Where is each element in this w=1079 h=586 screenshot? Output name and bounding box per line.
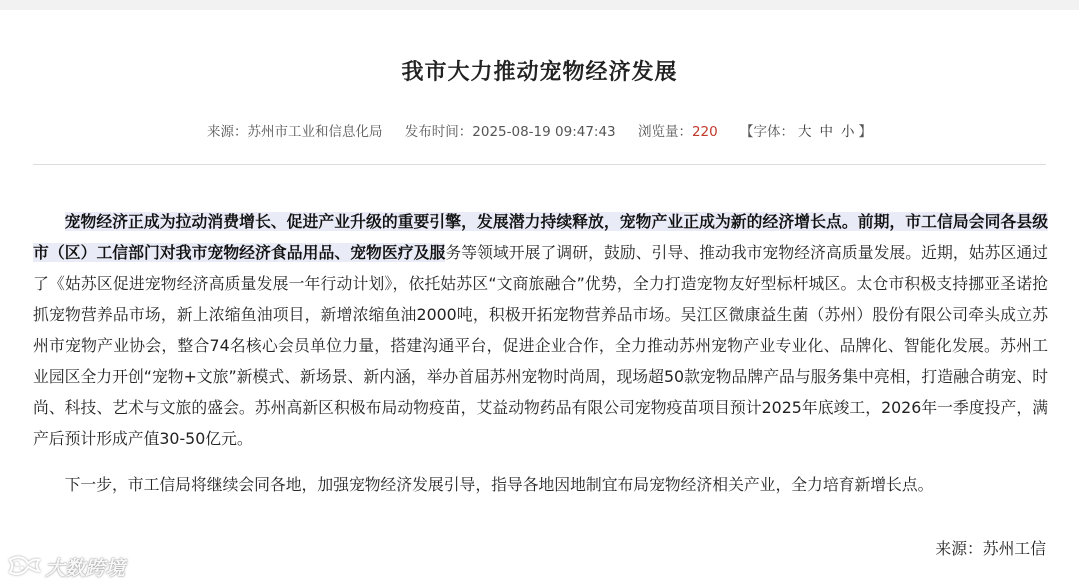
publish-time-value: 2025-08-19 09:47:43 [472, 124, 616, 140]
font-size-prefix: 【字体： [740, 124, 795, 140]
views-count: 220 [691, 124, 718, 140]
watermark-text: 大数跨境 [45, 556, 125, 580]
watermark [6, 552, 125, 581]
paragraph-2: 下一步，市工信局将继续会同各地，加强宠物经济发展引导，指导各地因地制宜布局宠物经济相关产业，全力培育新增长点。 [64, 475, 934, 494]
paragraph-1-text: 务等领域开展了调研，鼓励、引导、推动我市宠物经济高质量发展。近期，姑苏区通过了《姑苏区促进宠物经济高质量发展一年行动计划》，依托姑苏区“文商旅融合”优势，全力打造宠物友好型标杆城区。太仓市积极支持挪亚圣诺抢抓宠物营养品市场，新上浓缩鱼油项目，新增浓缩鱼油2000吨，积极开拓宠物营养品市场。吴江区微康益生菌（苏州）股份有限公司牵头成立苏州市宠物产业协会，整合74名核心会员单位力量，搭建沟通平台，促进企业合作，全力推动苏州宠物产业专业化、品牌化、智能化发展。苏州工业园区全力开创“宠物+文旅”新模式、新场景、新内涵，举办首届苏州宠物时尚周，现场超50款宠物品牌产品与服务集中亮相，打造融合萌宠、时尚、科技、艺术与文旅的盛会。苏州高新区积极布局动物疫苗，艾益动物药品有限公司宠物疫苗项目预计2025年底竣工，2026年一季度投产，满产后预计形成产值30-50亿元。 [33, 243, 1048, 448]
footer-source: 来源：苏州工信 [935, 539, 1046, 558]
views-label: 浏览量： [637, 124, 692, 140]
divider [33, 164, 1046, 165]
article-meta [0, 120, 1079, 140]
article-body [33, 206, 1048, 500]
publish-time-label: 发布时间： [404, 124, 473, 140]
page-title: 我市大力推动宠物经济发展 [401, 60, 678, 85]
source-value: 苏州市工业和信息化局 [247, 124, 383, 140]
selected-text[interactable]: 宠物经济正成为拉动消费增长、促进产业升级的重要引擎，发展潜力持续释放，宠物产业正成为新的经济增长点。前期，市工信局会同各县级市（区）工信部门对我市宠物经济食品用品、宠物医疗及服 [33, 212, 1048, 262]
source-label: 来源： [206, 124, 248, 140]
font-size-small-button[interactable]: 小 [841, 124, 855, 140]
font-size-large-button[interactable]: 大 [798, 124, 812, 140]
fish-logo-icon [6, 554, 42, 580]
top-bar [0, 0, 1079, 10]
font-size-medium-button[interactable]: 中 [819, 124, 834, 140]
paragraph-1 [33, 206, 1048, 454]
font-size-suffix: 】 [858, 124, 873, 140]
